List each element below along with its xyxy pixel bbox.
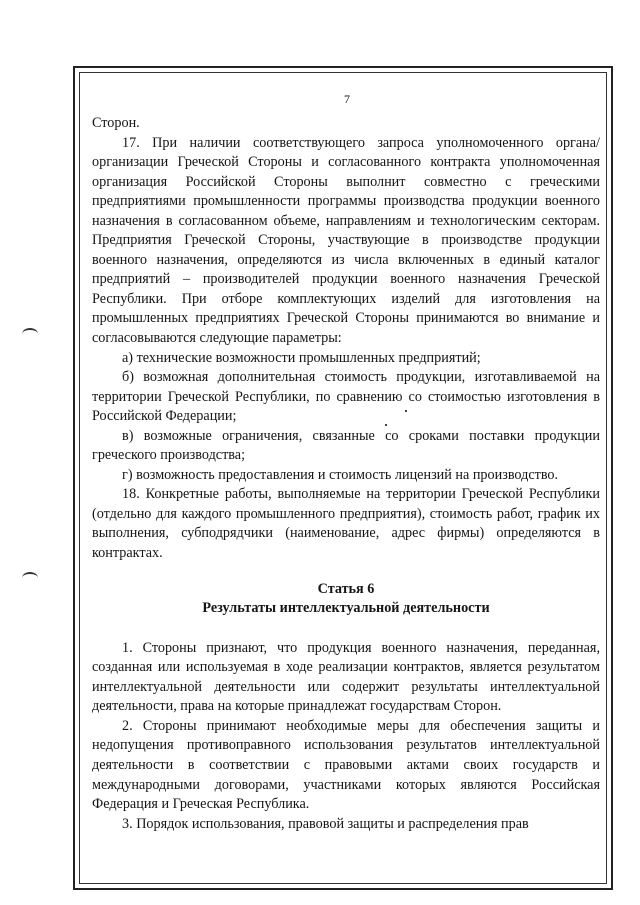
paragraph: 1. Стороны признают, что продукция военного назначения, переданная, созданная или используемая в ходе реализации контрактов, является результатом интеллектуальной деятельности или содержит результаты интеллектуальной деятельности, права на которые принадлежат государствам Сторон. (92, 639, 600, 715)
paragraphs-bottom (92, 639, 600, 834)
paragraph: г) возможность предоставления и стоимость лицензий на производство. (122, 466, 559, 483)
paragraph: 3. Порядок использования, правовой защиты и распределения прав (122, 815, 529, 832)
paragraph: в) возможные ограничения, связанные со сроками поставки продукции греческого производства; (92, 427, 600, 464)
paragraph: 18. Конкретные работы, выполняемые на территории Греческой Республики (отдельно для каждого промышленного предприятия), стоимость работ, график их выполнения, субподрядчики (наименование, адрес фирмы) определяются в контрактах. (92, 486, 600, 562)
paragraph: б) возможная дополнительная стоимость продукции, изготавливаемой на территории Греческой Республики, по сравнению со стоимостью изготовления в Российской Федерации; (92, 369, 600, 425)
article-number: Статья 6 (317, 580, 375, 597)
paragraph: 17. При наличии соответствующего запроса уполномоченного органа/организации Греческой Стороны и согласованного контракта уполномоченная организация Российской Стороны выполнит совместно с греческими предприятиями промышленности программы производства продукции военного назначения в согласованном объеме, направлениям и технологическим секторам. Предприятия Греческой Стороны, участвующие в производстве продукции военного назначения, определяются из числа включенных в единый каталог предприятий – производителей продукции военного назначения Греческой Республики. При отборе комплектующих изделий для изготовления на промышленных предприятиях Греческой Стороны принимаются во внимание и согласовываются следующие параметры: (92, 134, 600, 347)
paragraphs-top (92, 114, 600, 564)
binding-hole-mark (22, 328, 38, 340)
binding-hole-mark (22, 572, 38, 584)
paragraph: а) технические возможности промышленных предприятий; (122, 349, 481, 366)
article-title: Результаты интеллектуальной деятельности (202, 600, 490, 617)
paragraph: Сторон. (92, 115, 140, 131)
document-body (92, 114, 600, 834)
page-number: 7 (344, 92, 350, 106)
paragraph: 2. Стороны принимают необходимые меры для обеспечения защиты и недопущения противоправного использования результатов интеллектуальной деятельности в соответствии с правовыми актами своих государств и международными договорами, участниками которых являются Российская Федерация и Греческая Республика. (92, 717, 600, 813)
